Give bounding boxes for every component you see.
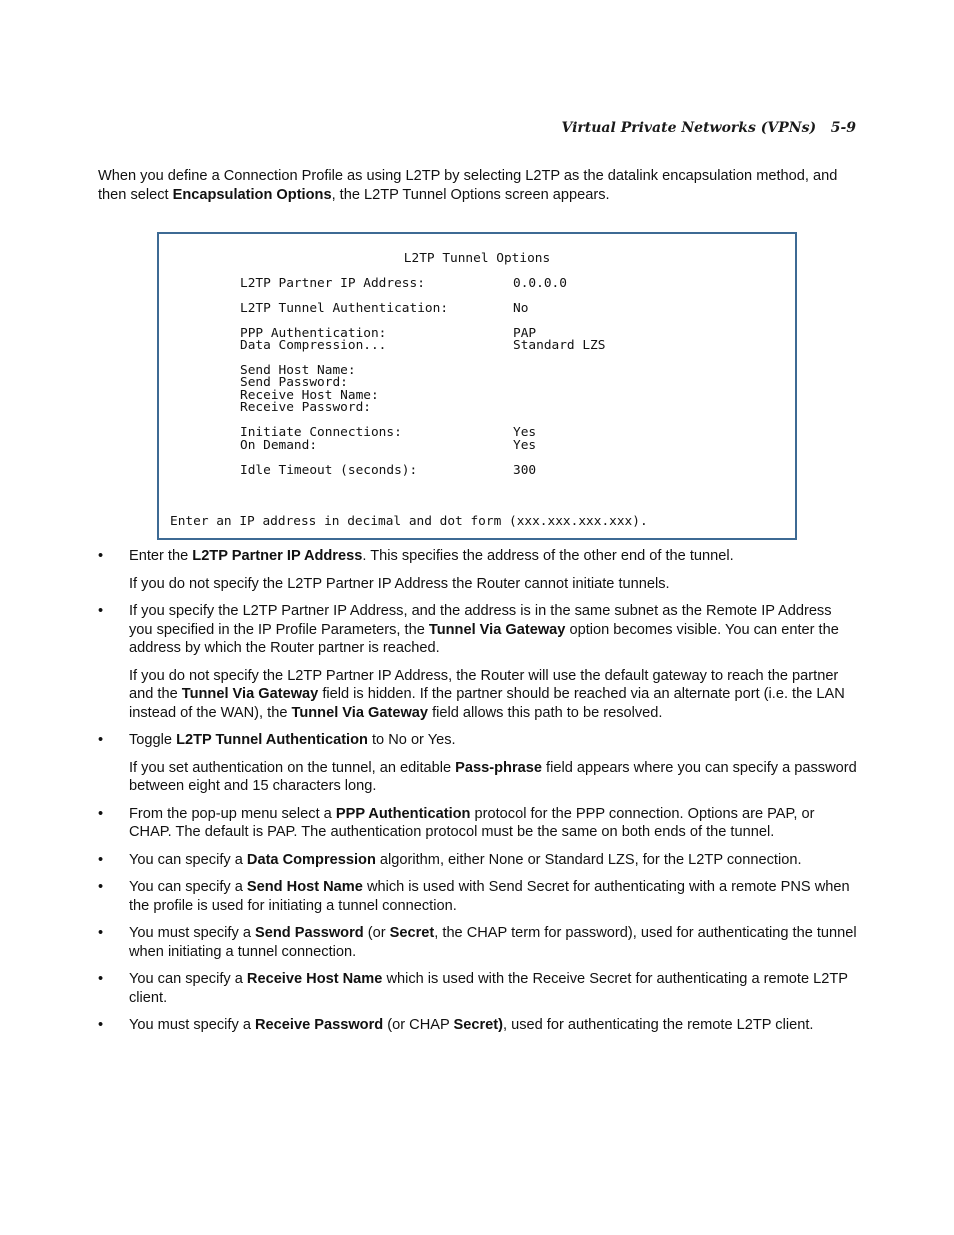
text: which is used with Send Secret for authenticating with a remote PNS when the profile is used for initiating a tunnel connection. (129, 879, 850, 914)
keyword: Pass-phrase (455, 759, 542, 776)
item-subtext (129, 667, 858, 723)
text: (or (363, 925, 390, 941)
bullet: • (98, 851, 104, 868)
item-text (129, 1016, 858, 1035)
text: From the pop-up menu select a (129, 805, 336, 822)
text: , the CHAP term for password), used for authenticating the tunnel when initiating a tunnel connection. (129, 925, 857, 960)
list-item (98, 924, 858, 961)
keyword: Data Compression (246, 851, 376, 868)
text: field is hidden. If the partner should be reached via an alternate port (i.e. the LAN instead of the WAN), the (129, 686, 845, 721)
text: If you set authentication on the tunnel, an editable (129, 759, 456, 776)
keyword: L2TP Partner IP Address (192, 548, 363, 564)
item-text (129, 851, 858, 870)
list-item (98, 731, 858, 796)
intro-text-end: , the L2TP Tunnel Options screen appears. (331, 186, 610, 203)
field-label: Send Password: (240, 375, 348, 390)
keyword: Receive Host Name (246, 971, 383, 987)
field-on-demand[interactable] (240, 438, 537, 453)
text: to No or Yes. (367, 732, 456, 748)
text: You can specify a (129, 879, 247, 895)
terminal-title (159, 251, 795, 266)
keyword: Secret) (453, 1017, 503, 1033)
list-item (98, 878, 858, 915)
list-item (98, 851, 858, 870)
keyword: Receive Password (255, 1017, 384, 1033)
field-label: Receive Host Name: (240, 388, 379, 403)
field-label: PPP Authentication: (240, 326, 387, 341)
l2tp-tunnel-options-screen (157, 232, 797, 540)
text: If you specify the L2TP Partner IP Address, and the address is in the same subnet as the Remote IP Address you specified in the IP Profile Parameters, the (129, 603, 832, 638)
bullet: • (98, 879, 104, 895)
keyword: L2TP Tunnel Authentication (176, 732, 368, 748)
bullet: • (98, 925, 104, 941)
keyword: Secret (389, 925, 435, 941)
text: You can specify a (129, 971, 247, 987)
bullet: • (98, 971, 104, 987)
field-partner-ip[interactable] (240, 276, 567, 291)
keyword: Tunnel Via Gateway (291, 704, 429, 721)
field-label: L2TP Partner IP Address: (240, 276, 425, 291)
item-text (129, 924, 858, 961)
list-item (98, 602, 858, 722)
intro-paragraph (98, 167, 858, 204)
field-value[interactable]: No (513, 301, 529, 316)
bullet: • (98, 548, 104, 564)
intro-text: When you define a Connection Profile as using L2TP by selecting L2TP as the datalink encapsulation method, and then select (98, 168, 838, 203)
keyword: Tunnel Via Gateway (181, 686, 319, 702)
list-item (98, 805, 858, 842)
intro-bold: Encapsulation Options (172, 186, 332, 203)
text: protocol for the PPP connection. Options are PAP, or CHAP. The default is PAP. The authentication protocol must be the same on both ends of the tunnel. (129, 805, 815, 840)
text: You can specify a (129, 851, 247, 868)
keyword: Tunnel Via Gateway (428, 621, 566, 638)
field-data-compression[interactable] (240, 338, 606, 353)
bullet: • (98, 1017, 104, 1033)
field-tunnel-auth[interactable] (240, 301, 529, 316)
keyword: Send Password (255, 925, 364, 941)
instruction-list (98, 547, 858, 1044)
terminal-title-text: L2TP Tunnel Options (403, 251, 551, 266)
text: option becomes visible. You can enter the address by which the Router partner is reached. (129, 621, 839, 656)
field-idle-timeout[interactable] (240, 463, 537, 478)
text: If you do not specify the L2TP Partner IP Address, the Router will use the default gateway to reach the partner and the (129, 667, 839, 702)
item-subtext (129, 575, 858, 594)
field-receive-password[interactable] (240, 402, 371, 415)
field-label: Receive Password: (240, 400, 371, 415)
field-label: Data Compression... (240, 338, 387, 353)
field-value[interactable]: 300 (513, 463, 537, 478)
item-text (129, 970, 858, 1007)
field-value[interactable]: 0.0.0.0 (513, 276, 567, 291)
bullet: • (98, 603, 104, 619)
list-item (98, 1016, 858, 1035)
text: If you do not specify the L2TP Partner IP Address the Router cannot initiate tunnels. (129, 575, 670, 592)
field-label: L2TP Tunnel Authentication: (240, 301, 449, 316)
bullet: • (98, 805, 104, 822)
field-label: Initiate Connections: (240, 425, 402, 440)
text: , used for authenticating the remote L2TP client. (502, 1017, 814, 1033)
text: You must specify a (129, 1017, 256, 1033)
field-label: Idle Timeout (seconds): (240, 463, 418, 478)
text: Enter the (129, 548, 193, 564)
text: . This specifies the address of the other end of the tunnel. (362, 548, 734, 564)
running-title: Virtual Private Networks (VPNs) (561, 120, 817, 136)
field-value[interactable]: Yes (513, 425, 537, 440)
text: field allows this path to be resolved. (428, 704, 663, 721)
text: You must specify a (129, 925, 256, 941)
text: (or CHAP (383, 1017, 454, 1033)
text: Toggle (129, 732, 177, 748)
text: field appears where you can specify a password between eight and 15 characters long. (129, 759, 857, 794)
field-label: Send Host Name: (240, 363, 356, 378)
item-text (129, 805, 858, 842)
keyword: Send Host Name (246, 879, 363, 895)
item-text (129, 602, 858, 658)
keyword: PPP Authentication (335, 805, 471, 822)
text: algorithm, either None or Standard LZS, for the L2TP connection. (375, 851, 802, 868)
page-number: 5-9 (830, 120, 856, 136)
item-text (129, 878, 858, 915)
item-text (129, 731, 858, 750)
item-text (129, 547, 858, 566)
list-item (98, 547, 858, 593)
field-value[interactable]: Yes (513, 438, 537, 453)
bullet: • (98, 732, 104, 748)
running-header (561, 120, 856, 136)
list-item (98, 970, 858, 1007)
terminal-help-line: Enter an IP address in decimal and dot form (xxx.xxx.xxx.xxx). (170, 514, 648, 529)
text: which is used with the Receive Secret for authenticating a remote L2TP client. (129, 971, 848, 1006)
field-value[interactable]: PAP (513, 326, 537, 341)
field-label: On Demand: (240, 438, 318, 453)
item-subtext (129, 759, 858, 796)
field-value[interactable]: Standard LZS (513, 338, 606, 353)
